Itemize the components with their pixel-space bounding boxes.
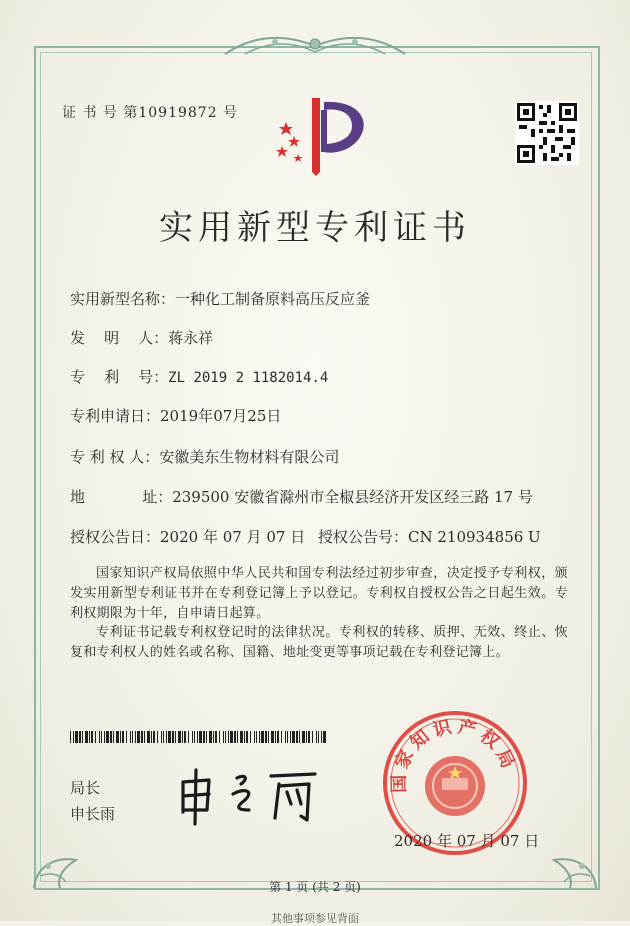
barcode-bar bbox=[104, 731, 105, 743]
barcode-bar bbox=[246, 731, 248, 743]
barcode-bar bbox=[184, 731, 186, 743]
inventor-row bbox=[70, 327, 213, 348]
barcode-bar bbox=[166, 731, 167, 743]
address-row bbox=[70, 486, 533, 507]
patentee-label: 专 利 权 人： bbox=[70, 448, 160, 466]
barcode-bar bbox=[175, 731, 176, 743]
barcode-bar bbox=[292, 731, 295, 743]
barcode-bar bbox=[163, 731, 164, 743]
barcode-bar bbox=[296, 731, 298, 743]
patent-office-logo-icon bbox=[268, 92, 378, 180]
barcode-bar bbox=[281, 731, 282, 743]
address-value: 239500 安徽省滁州市全椒县经济开发区经三路 17 号 bbox=[172, 488, 533, 506]
barcode-bar bbox=[99, 731, 100, 743]
barcode-bar bbox=[250, 731, 251, 743]
inventor-label: 发 明 人： bbox=[70, 329, 169, 347]
barcode-bar bbox=[256, 731, 257, 743]
barcode-bar bbox=[135, 731, 136, 743]
barcode-bar bbox=[261, 731, 264, 743]
barcode-bar bbox=[199, 731, 202, 743]
barcode-bar bbox=[302, 731, 305, 743]
barcode-bar bbox=[116, 731, 119, 743]
qr-code-icon bbox=[515, 101, 579, 165]
barcode-bar bbox=[215, 731, 217, 743]
director-signature bbox=[175, 760, 325, 830]
barcode-bar bbox=[144, 731, 145, 743]
barcode-bar bbox=[192, 731, 193, 743]
barcode-bar bbox=[259, 731, 260, 743]
barcode-bar bbox=[219, 731, 220, 743]
paragraph-1: 国家知识产权局依照中华人民共和国专利法经过初步审查，决定授予专利权，颁发实用新型专利证书并在专利登记簿上予以登记。专利权自授权公告之日起生效。专利权期限为十年，自申请日起算。 bbox=[70, 566, 568, 621]
barcode-bar bbox=[275, 731, 276, 743]
barcode-bar bbox=[113, 731, 114, 743]
barcode-bar bbox=[182, 731, 183, 743]
barcode-bar bbox=[122, 731, 124, 743]
barcode-bar bbox=[132, 731, 133, 743]
barcode-bar bbox=[203, 731, 205, 743]
grant-date-row bbox=[70, 526, 305, 547]
barcode-bar bbox=[271, 731, 274, 743]
barcode-bar bbox=[254, 731, 255, 743]
certificate-title: 实用新型专利证书 bbox=[159, 208, 471, 248]
barcode-bar bbox=[237, 731, 238, 743]
barcode-bar bbox=[91, 731, 93, 743]
barcode-bar bbox=[95, 731, 96, 743]
barcode-bar bbox=[194, 731, 195, 743]
barcode-bar bbox=[230, 731, 233, 743]
barcode-bar bbox=[228, 731, 229, 743]
inventor-value: 蒋永祥 bbox=[168, 329, 214, 347]
barcode-bar bbox=[168, 731, 171, 743]
barcode-bar bbox=[321, 731, 322, 743]
director-title: 局长 bbox=[70, 779, 101, 797]
barcode-bar bbox=[141, 731, 143, 743]
utility-model-name-label: 实用新型名称： bbox=[70, 290, 176, 308]
barcode-bar bbox=[161, 731, 162, 743]
grant-date-value: 2020 年 07 月 07 日 bbox=[160, 528, 306, 546]
barcode-bar bbox=[240, 731, 243, 743]
barcode-bar bbox=[287, 731, 288, 743]
barcode-bar bbox=[82, 731, 83, 743]
grant-number-value: CN 210934856 U bbox=[408, 528, 541, 546]
patentee-value: 安徽美东生物材料有限公司 bbox=[159, 448, 340, 466]
barcode-bar bbox=[79, 731, 81, 743]
barcode-bar bbox=[223, 731, 224, 743]
bottom-note: 其他事项参见背面 bbox=[271, 912, 359, 925]
barcode-bar bbox=[85, 731, 88, 743]
grant-number-label: 授权公告号： bbox=[318, 528, 409, 546]
barcode-bar bbox=[308, 731, 310, 743]
address-label: 地 址： bbox=[70, 488, 173, 506]
barcode-bar bbox=[151, 731, 152, 743]
svg-text:国 家 知 识 产 权 局: 国 家 知 识 产 权 局 bbox=[388, 716, 519, 794]
barcode-bar bbox=[306, 731, 307, 743]
barcode-bar bbox=[225, 731, 226, 743]
barcode-bar bbox=[89, 731, 90, 743]
barcode-bar bbox=[299, 731, 300, 743]
barcode-bar bbox=[277, 731, 279, 743]
barcode-bar bbox=[178, 731, 181, 743]
barcode-icon bbox=[70, 731, 326, 743]
barcode-bar bbox=[323, 731, 326, 743]
barcode-bar bbox=[110, 731, 112, 743]
patent-number-row bbox=[70, 366, 328, 387]
barcode-bar bbox=[137, 731, 140, 743]
barcode-bar bbox=[206, 731, 207, 743]
top-ornament bbox=[215, 30, 415, 62]
barcode-bar bbox=[126, 731, 127, 743]
patentee-row bbox=[70, 446, 339, 467]
barcode-bar bbox=[101, 731, 102, 743]
utility-model-name-value: 一种化工制备原料高压反应釜 bbox=[175, 290, 371, 308]
certificate-number: 证 书 号 第10919872 号 bbox=[62, 105, 239, 121]
barcode-bar bbox=[290, 731, 291, 743]
barcode-bar bbox=[209, 731, 212, 743]
barcode-bar bbox=[312, 731, 313, 743]
filing-date-row bbox=[70, 405, 281, 426]
paragraph-2: 专利证书记载专利权登记时的法律状况。专利权的转移、质押、无效、终止、恢复和专利权人的姓名或名称、国籍、地址变更等事项记载在专利登记簿上。 bbox=[70, 625, 568, 660]
barcode-bar bbox=[265, 731, 267, 743]
barcode-bar bbox=[318, 731, 319, 743]
barcode-bar bbox=[213, 731, 214, 743]
patent-number-value: ZL 2019 2 1182014.4 bbox=[168, 370, 329, 386]
barcode-bar bbox=[157, 731, 158, 743]
page-number: 第 1 页 (共 2 页) bbox=[269, 880, 361, 894]
barcode-bar bbox=[234, 731, 236, 743]
barcode-bar bbox=[316, 731, 317, 743]
patent-number-label: 专 利 号： bbox=[70, 368, 169, 386]
filing-date-value: 2019年07月25日 bbox=[160, 407, 282, 425]
barcode-bar bbox=[197, 731, 198, 743]
barcode-bar bbox=[268, 731, 269, 743]
grant-date-label: 授权公告日： bbox=[70, 528, 161, 546]
barcode-bar bbox=[285, 731, 286, 743]
barcode-bar bbox=[73, 731, 74, 743]
barcode-bar bbox=[172, 731, 174, 743]
barcode-bar bbox=[244, 731, 245, 743]
barcode-bar bbox=[153, 731, 155, 743]
utility-model-name-row bbox=[70, 288, 370, 309]
filing-date-label: 专利申请日： bbox=[70, 407, 161, 425]
barcode-bar bbox=[120, 731, 121, 743]
seal-date: 2020 年 07 月 07 日 bbox=[394, 832, 540, 850]
barcode-bar bbox=[188, 731, 189, 743]
barcode-bar bbox=[75, 731, 78, 743]
director-name: 申长雨 bbox=[70, 805, 116, 823]
grant-number-row bbox=[318, 526, 541, 547]
barcode-bar bbox=[106, 731, 109, 743]
barcode-bar bbox=[130, 731, 131, 743]
barcode-bar bbox=[147, 731, 150, 743]
barcode-bar bbox=[70, 731, 71, 743]
